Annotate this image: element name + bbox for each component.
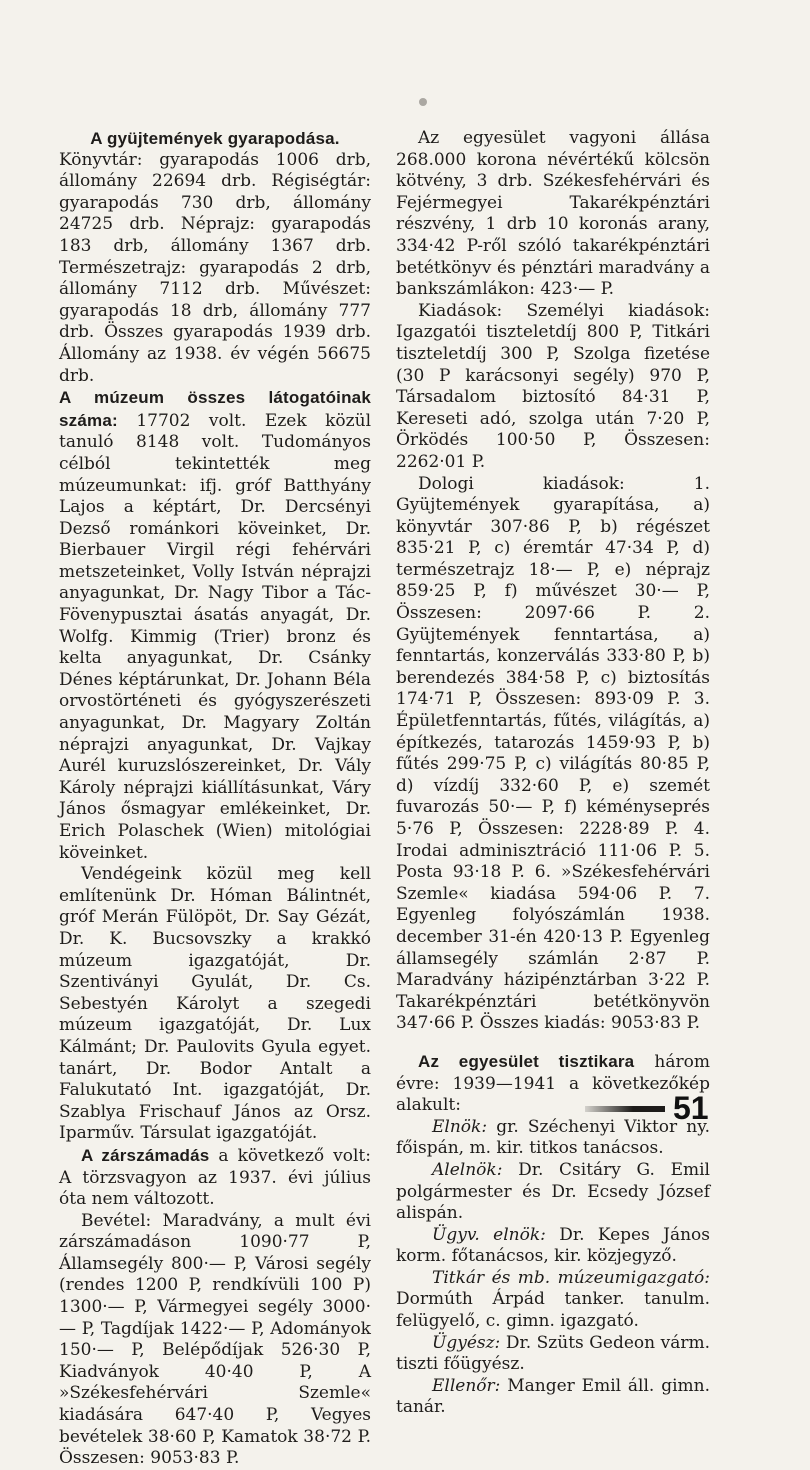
officer-name: Dr. Szüts Gedeon várm. tiszti főügyész. bbox=[396, 1332, 710, 1375]
visitors-text: 17702 volt. Ezek közül tanuló 8148 volt. Tudományos célból tekintették meg múzeumunkat: ifj. gróf Batthyány Lajos a képtárt, Dr. Dercsényi Dezső románkori köveinket, Dr. Bierbauer Virgil régi fehérvári metszeteinket, Volly István néprajzi anyagunkat, Dr. Nagy Tibor a Tác-Fövenypusztai ásatás anyagát, Dr. Wolfg. Kimmig (Trier) bronz és kelta anyagunkat, Dr. Csánky Dénes képtárunkat, Dr. Johann Béla orvostörténeti és gyógyszerészeti anyagunkat, Dr. Magyary Zoltán néprajzi anyagunkat, Dr. Vajkay Aurél kuruzslószereinket, Dr. Vály Károly néprajzi kiállításunkat, Váry János ősmagyar emlékeinket, Dr. Erich Polaschek (Wien) mitológiai köveinket. bbox=[59, 410, 371, 863]
officer-role: Elnök: bbox=[432, 1116, 488, 1137]
paragraph-income: Bevétel: Maradvány, a mult évi zárszámadáson 1090·77 P, Államsegély 800·— P, Városi segély (rendes 1200 P, rendkívüli 100 P) 1300·— P, Vármegyei segély 3000·— P, Tagdíjak 1422·— P, Adományok 150·— P, Belépődíjak 526·30 P, Kiadványok 40·40 P, A »Székesfehérvári Szemle« kiadására 647·40 P, Vegyes bevételek 38·60 P, Kamatok 38·72 P. Összesen: 9053·83 P. bbox=[59, 1210, 371, 1469]
officer-entry bbox=[396, 1268, 710, 1333]
paragraph-accounts bbox=[59, 1145, 371, 1211]
run-in-heading-accounts: A zárszámadás bbox=[81, 1145, 210, 1165]
officer-name: Dormúth Árpád tanker. tanulm. felügyelő, c. gimn. igazgató. bbox=[396, 1289, 710, 1332]
paragraph-guests: Vendégeink közül meg kell említenünk Dr. Hóman Bálintnét, gróf Merán Fülöpöt, Dr. Say Gézát, Dr. K. Bucsovszky a krakkó múzeum igazgatóját, Dr. Szentiványi Gyulát, Dr. Cs. Sebestyén Károlyt a szegedi múzeum igazgatóját, Dr. Lux Kálmánt; Dr. Paulovits Gyula egyet. tanárt, Dr. Bodor Antalt a Falukutató Int. igazgatóját, Dr. Szablya Frischauf János az Orsz. Iparműv. Társulat igazgatóját. bbox=[59, 864, 371, 1144]
officer-role: Alelnök: bbox=[432, 1159, 503, 1180]
officer-name: Dr. Kepes János korm. főtanácsos, kir. közjegyző. bbox=[396, 1224, 710, 1267]
section-heading-collections: A gyüjtemények gyarapodása. bbox=[90, 129, 340, 148]
officers-text: három évre: 1939—1941 a következőkép alakult: bbox=[396, 1051, 710, 1116]
right-column bbox=[396, 128, 710, 1419]
page-footer bbox=[585, 1090, 709, 1127]
officer-role: Ügyv. elnök: bbox=[432, 1224, 546, 1245]
officer-role: Ellenőr: bbox=[432, 1375, 501, 1396]
officer-entry bbox=[396, 1160, 710, 1225]
officer-role: Ügyész: bbox=[432, 1332, 501, 1353]
left-column bbox=[59, 128, 371, 1470]
page-number: 51 bbox=[673, 1090, 709, 1126]
footer-rule bbox=[585, 1106, 665, 1112]
officer-name: Dr. Csitáry G. Emil polgármester és Dr. Ecsedy József alispán. bbox=[396, 1159, 710, 1224]
paragraph-collections: Könyvtár: gyarapodás 1006 drb, állomány 22694 drb. Régiségtár: gyarapodás 730 drb, állomány 24725 drb. Néprajz: gyarapodás 183 drb, állomány 1367 drb. Természetrajz: gyarapodás 2 drb, állomány 7112 drb. Művészet: gyarapodás 18 drb, állomány 777 drb. Összes gyarapodás 1939 drb. Állomány az 1938. év végén 56675 drb. bbox=[59, 149, 371, 386]
officer-role: Titkár és mb. múzeumigazgató: bbox=[432, 1267, 710, 1288]
ornament-dot bbox=[419, 98, 427, 106]
paragraph-personnel-expenses: Kiadások: Személyi kiadások: Igazgatói tiszteletdíj 800 P, Titkári tiszteletdíj 300 P, Szolga fizetése (30 P karácsonyi segély) 970 P, Társadalom biztosító 84·31 P, Kereseti adó, szolga után 7·20 P, Örködés 100·50 P, Összesen: 2262·01 P. bbox=[396, 300, 710, 472]
officer-entry bbox=[396, 1376, 710, 1419]
officer-name: gr. Széchenyi Viktor ny. főispán, m. kir. titkos tanácsos. bbox=[396, 1116, 710, 1159]
paragraph-visitors bbox=[59, 387, 371, 864]
officer-entry bbox=[396, 1225, 710, 1268]
run-in-heading-officers: Az egyesület tisztikara bbox=[418, 1051, 635, 1071]
run-in-heading-visitors: A múzeum összes látogatóinak száma: bbox=[59, 388, 371, 430]
paragraph-assets: Az egyesület vagyoni állása 268.000 korona névértékű kölcsön kötvény, 3 drb. Székesfehérvári és Fejérmegyei Takarékpénztári részvény, 1 drb 10 koronás arany, 334·42 P-ről szóló takarékpénztári betétkönyv és pénztári maradvány a bankszámlákon: 423·— P. bbox=[396, 128, 710, 300]
officer-name: Manger Emil áll. gimn. tanár. bbox=[396, 1375, 710, 1418]
officer-list bbox=[396, 1117, 710, 1419]
paragraph-material-expenses: Dologi kiadások: 1. Gyüjtemények gyarapítása, a) könyvtár 307·86 P, b) régészet 835·21 P, c) éremtár 47·34 P, d) természetrajz 18·— P, e) néprajz 859·25 P, f) művészet 30·— P, Összesen: 2097·66 P. 2. Gyüjtemények fenntartása, a) fenntartás, konzerválás 333·80 P, b) berendezés 384·58 P, c) biztosítás 174·71 P, Összesen: 893·09 P. 3. Épületfenntartás, fűtés, világítás, a) építkezés, tatarozás 1459·93 P, b) fűtés 299·75 P, c) világítás 80·85 P, d) vízdíj 332·60 P, e) szemét fuvarozás 50·— P, f) kéményseprés 5·76 P, Összesen: 2228·89 P. 4. Irodai adminisztráció 111·06 P. 5. Posta 93·18 P. 6. »Székesfehérvári Szemle« kiadása 594·06 P. 7. Egyenleg folyószámlán 1938. december 31-én 420·13 P. Egyenleg államsegély számlán 2·87 P. Maradvány házipénztárban 3·22 P. Takarékpénztári betétkönyvön 347·66 P. Összes kiadás: 9053·83 P. bbox=[396, 473, 710, 1034]
officer-entry bbox=[396, 1333, 710, 1376]
accounts-text: a következő volt: A törzsvagyon az 1937. évi július óta nem változott. bbox=[59, 1145, 371, 1210]
